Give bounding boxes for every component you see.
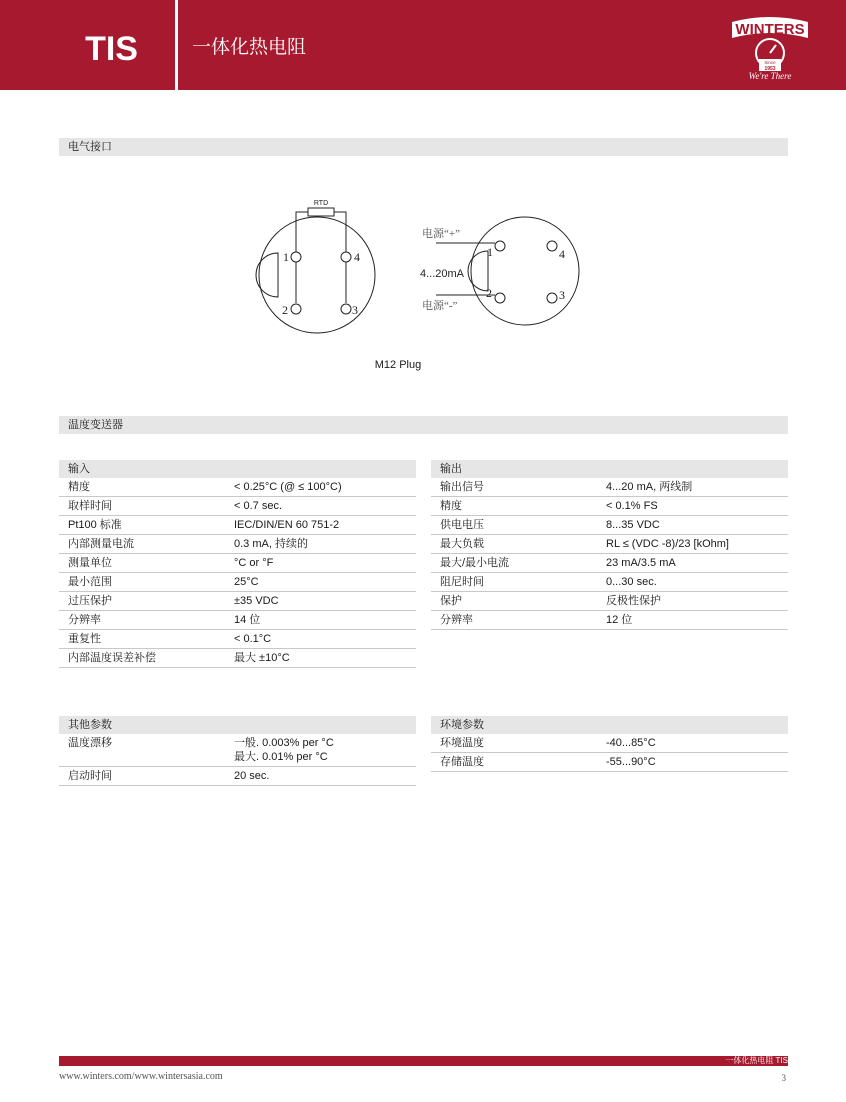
row-value: 23 mA/3.5 mA	[606, 557, 676, 569]
rtd-resistor-icon	[308, 208, 334, 216]
row-value: IEC/DIN/EN 60 751-2	[234, 519, 340, 531]
row-key: 供电电压	[440, 519, 484, 531]
row-key: Pt100 标准	[68, 519, 122, 531]
row-key: 内部测量电流	[68, 538, 134, 550]
row-value-line: 一般. 0.003% per °C	[234, 737, 334, 749]
row-value: 4...20 mA, 两线制	[606, 481, 693, 493]
row-value: 最大 ±10°C	[234, 652, 290, 664]
row-value: 12 位	[606, 614, 633, 626]
row-value: °C or °F	[234, 557, 274, 569]
table-row	[59, 478, 416, 497]
environment-table	[431, 716, 788, 772]
row-value: < 0.1% FS	[606, 500, 658, 512]
right-pin-3: 3	[559, 288, 565, 302]
row-value: 8...35 VDC	[606, 519, 660, 531]
table-header: 环境参数	[431, 716, 788, 734]
row-key: 过压保护	[68, 595, 112, 607]
left-pin-1: 1	[283, 250, 289, 264]
table-row	[431, 611, 788, 630]
header-divider	[175, 0, 178, 90]
table-row	[59, 497, 416, 516]
table-row	[59, 592, 416, 611]
row-key: 环境温度	[440, 737, 484, 749]
row-value: < 0.1°C	[234, 633, 272, 645]
table-row	[431, 478, 788, 497]
row-key: 精度	[440, 500, 462, 512]
input-table	[59, 460, 416, 668]
logo-tagline: We're There	[748, 71, 792, 81]
diagram-caption: M12 Plug	[374, 359, 422, 371]
row-value: RL ≤ (VDC -8)/23 [kOhm]	[606, 538, 729, 550]
row-value: 20 sec.	[234, 770, 270, 782]
table-row	[431, 734, 788, 753]
footer-bar	[59, 1056, 788, 1066]
row-value: 反极性保护	[606, 595, 661, 607]
footer-url[interactable]: www.winters.com/www.wintersasia.com	[59, 1071, 223, 1082]
table-row	[431, 753, 788, 772]
row-key: 分辨率	[68, 614, 101, 626]
table-row	[59, 573, 416, 592]
row-value	[234, 734, 416, 766]
row-key: 精度	[68, 481, 90, 493]
page-header	[0, 0, 846, 90]
table-row	[59, 516, 416, 535]
row-key: 最大/最小电流	[440, 557, 510, 569]
left-pin-4: 4	[354, 250, 360, 264]
table-row	[59, 554, 416, 573]
left-pin-2: 2	[282, 303, 288, 317]
row-key: 重复性	[68, 633, 101, 645]
logo-year: 1953	[764, 66, 776, 72]
row-value: ±35 VDC	[234, 595, 279, 607]
right-pin-1: 1	[487, 245, 493, 259]
page-title: 一体化热电阻	[192, 37, 307, 58]
row-value: 0.3 mA, 持续的	[234, 538, 308, 550]
table-row	[59, 649, 416, 668]
row-key: 阻尼时间	[440, 576, 484, 588]
table-row	[59, 611, 416, 630]
row-value: -40...85°C	[606, 737, 656, 749]
current-label: 4...20mA	[420, 268, 465, 280]
row-key: 内部温度误差补偿	[68, 652, 156, 664]
row-key: 最小范围	[68, 576, 112, 588]
table-row	[431, 554, 788, 573]
row-key: 温度漂移	[68, 737, 112, 749]
other-params-table	[59, 716, 416, 786]
right-pin-2: 2	[486, 286, 492, 300]
page-number: 3	[781, 1073, 786, 1083]
row-key: 存储温度	[440, 756, 484, 768]
table-row	[431, 573, 788, 592]
table-row	[59, 630, 416, 649]
row-key: 测量单位	[68, 557, 112, 569]
row-value: 14 位	[234, 614, 261, 626]
logo-text: WINTERS	[735, 21, 805, 38]
table-row	[431, 516, 788, 535]
row-key: 分辨率	[440, 614, 473, 626]
table-row	[431, 592, 788, 611]
row-value: 0...30 sec.	[606, 576, 657, 588]
table-row	[59, 535, 416, 554]
row-key: 取样时间	[68, 500, 112, 512]
table-row	[59, 734, 416, 767]
table-row	[431, 497, 788, 516]
logo-since: Since	[764, 60, 776, 65]
row-key: 启动时间	[68, 770, 112, 782]
row-key: 最大负载	[440, 538, 484, 550]
row-value: < 0.25°C (@ ≤ 100°C)	[234, 481, 342, 493]
table-header: 其他参数	[59, 716, 416, 734]
row-value-line: 最大. 0.01% per °C	[234, 751, 328, 763]
m12-wiring-diagram	[250, 185, 590, 345]
right-pin-4: 4	[559, 247, 565, 261]
table-header: 输出	[431, 460, 788, 478]
section-electrical: 电气接口	[59, 138, 788, 156]
left-pin-3: 3	[352, 303, 358, 317]
product-code: TIS	[85, 30, 138, 68]
table-row	[59, 767, 416, 786]
table-row	[431, 535, 788, 554]
table-header: 输入	[59, 460, 416, 478]
row-value: -55...90°C	[606, 756, 656, 768]
supply-plus-label: 电源“+”	[422, 228, 460, 240]
footer-label: 一体化热电阻 TIS	[725, 1056, 788, 1065]
row-key: 输出信号	[440, 481, 484, 493]
row-value: 25°C	[234, 576, 259, 588]
row-value: < 0.7 sec.	[234, 500, 283, 512]
row-key: 保护	[440, 595, 462, 607]
section-transmitter: 温度变送器	[59, 416, 788, 434]
output-table	[431, 460, 788, 630]
rtd-label: RTD	[313, 200, 329, 207]
supply-minus-label: 电源“-”	[422, 300, 458, 312]
